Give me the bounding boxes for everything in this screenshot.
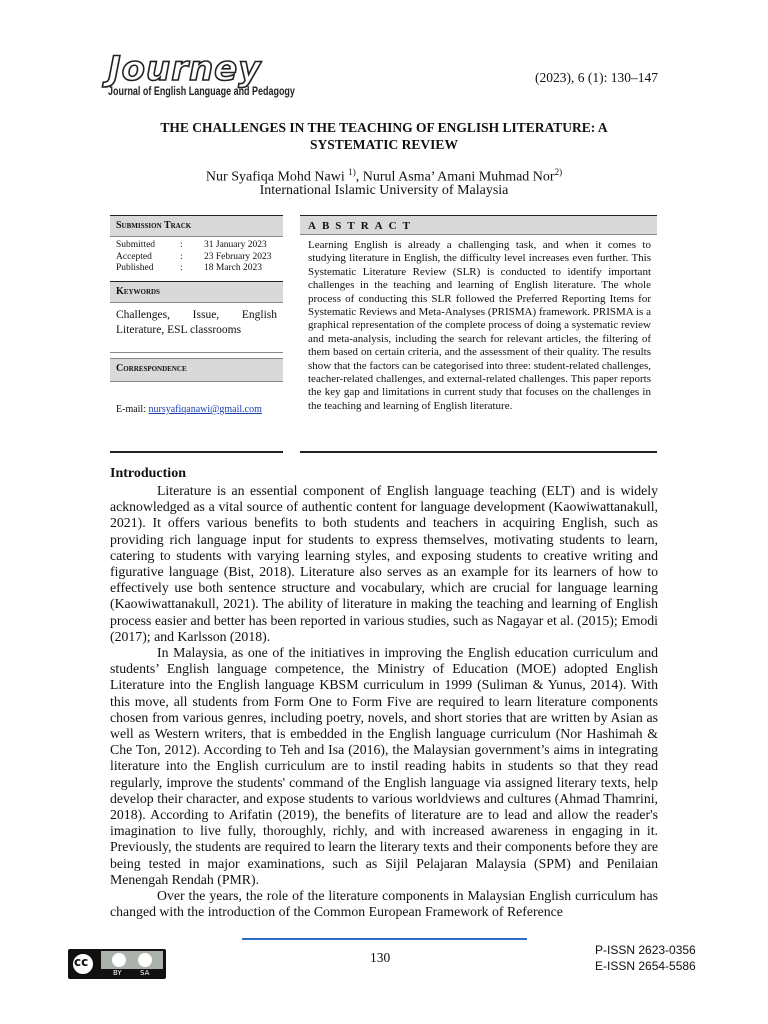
share-alike-icon bbox=[138, 953, 152, 967]
title-line-1: THE CHALLENGES IN THE TEACHING OF ENGLISH LITERATURE: A bbox=[160, 120, 608, 135]
author-separator: , bbox=[355, 169, 363, 185]
paragraph: Literature is an essential component of English language teaching (ELT) and is widely acknowledged as a vital source of authentic content for language development (Kaowiwattanakull, 2021). It offers various benefits to both students and teachers in acquiring English, such as providing rich language input for students to express themselves, motivating students to learn, catering to students with varying learning styles, and exposing students to creative writing and figurative language (Bist, 2018). Literature also serves as an example for its learners of how to effectively use both sentence structure and vocabulary, which are crucial for language learning (Kaowiwattanakull, 2021). The ability of literature in making the teaching and learning of English process easier and better has been reported in various studies, such as Nagayar et al. (2015); Emodi (2017); and Karlsson (2018). bbox=[110, 483, 658, 644]
body-text bbox=[110, 483, 658, 920]
license-by: BY bbox=[113, 969, 122, 977]
author-1: Nur Syafiqa Mohd Nawi bbox=[205, 169, 349, 185]
citation: (2023), 6 (1): 130–147 bbox=[535, 70, 658, 85]
section-heading: Introduction bbox=[110, 466, 186, 481]
email-line bbox=[116, 404, 262, 415]
abstract-text: Learning English is already a challenging task, and when it comes to studying literature in English, the difficulty level increases even further. This Systematic Literature Review (SLR) is conducted to identify important challenges in the teaching and learning of English literature. The whole process of conducting this SLR followed the Preferred Reporting Items for Systematic Reviews and Meta-Analyses (PRISMA) framework. PRISMA is a graphical representation of the complete process of doing a systematic review and meta-analysis, including the search for relevant articles, the filtering of them based on certain criteria, and the assessment of their quality. The results show that the factors can be categorised into three: student-related challenges, teacher-related challenges, and external-related challenges. This paper reports the key gap and limitations in current study that focuses on the challenges in the teaching and learning of English literature. bbox=[308, 239, 652, 412]
author-1-sup: 1) bbox=[348, 167, 356, 177]
date-value: 31 January 2023 bbox=[204, 240, 267, 250]
abstract-heading: ABSTRACT bbox=[300, 215, 657, 235]
cc-license-badge[interactable] bbox=[68, 949, 166, 979]
dates-table bbox=[110, 240, 272, 275]
affiliation: International Islamic University of Malaysia bbox=[259, 183, 509, 198]
electronic-issn: E-ISSN 2654-5586 bbox=[595, 959, 696, 973]
print-issn: P-ISSN 2623-0356 bbox=[595, 943, 696, 957]
footer-rule bbox=[242, 938, 527, 940]
keywords-heading: Keywords bbox=[110, 281, 283, 303]
keywords-box bbox=[110, 281, 283, 353]
correspondence-box bbox=[110, 358, 283, 382]
paragraph: In Malaysia, as one of the initiatives in improving the English education curriculum and students’ English language competence, the Ministry of Education (MOE) adopted English Literature into the English language KBSM curriculum in 1999 (Suliman & Yunus, 2014). With this move, all students from Form One to Form Five are required to learn literature components chosen from various genres, including poetry, novels, and short stories that are written by Asian as well as Western writers, that is embedded in the English language curriculum (Nor Hashimah & Che Ton, 2012). According to Teh and Isa (2016), the Malaysian government’s aims in integrating literature into the English curriculum are to instil reading habits in students so that they read regularly, improve the students' command of the English language via assigned literary texts, help develop their character, and expose students to various worldviews and cultures (Ahmad Thamrini, 2018). According to Arifatin (2019), the benefits of literature are to lead and allow the reader's imagination to live fully, thoroughly, richly, and with increased awareness in engaging in it. Previously, the students are required to learn the literary texts and their components before they are being tested in major examinations, such as Sijil Pelajaran Malaysia (SPM) and Penilaian Menengah Rendah (PMR). bbox=[110, 645, 658, 887]
date-sep: : bbox=[180, 263, 183, 273]
abstract-bottom-rule bbox=[300, 451, 657, 453]
date-label: Accepted bbox=[116, 251, 152, 262]
journal-logo: Journey bbox=[108, 49, 262, 89]
date-row bbox=[110, 263, 272, 275]
correspondence-heading: Correspondence bbox=[110, 358, 283, 382]
person-icon bbox=[112, 953, 126, 967]
date-row bbox=[110, 252, 272, 264]
date-value: 23 February 2023 bbox=[204, 251, 272, 262]
title-line-2: SYSTEMATIC REVIEW bbox=[310, 137, 458, 152]
date-sep: : bbox=[180, 251, 183, 262]
journal-subtitle: Journal of English Language and Pedagogy bbox=[108, 86, 295, 98]
paragraph: Over the years, the role of the literature components in Malaysian English curriculum has changed with the introduction of the Common European Framework of Reference bbox=[110, 888, 658, 920]
submission-track-heading: Submission Track bbox=[110, 215, 283, 237]
sidebar-bottom-rule bbox=[110, 451, 283, 453]
author-2: Nurul Asma’ Amani Muhmad Nor bbox=[362, 169, 555, 185]
email-link[interactable]: nursyafiqanawi@gmail.com bbox=[148, 404, 262, 415]
author-2-sup: 2) bbox=[554, 167, 563, 177]
cc-icon: cc bbox=[74, 955, 89, 969]
page-number: 130 bbox=[370, 950, 391, 965]
date-label: Submitted bbox=[116, 240, 156, 250]
date-label: Published bbox=[116, 263, 154, 273]
license-sa: SA bbox=[140, 969, 150, 977]
email-label: E-mail: bbox=[116, 404, 149, 415]
date-value: 18 March 2023 bbox=[204, 263, 263, 273]
date-row bbox=[110, 240, 272, 252]
article-title bbox=[100, 119, 668, 153]
submission-track-box bbox=[110, 215, 283, 275]
keywords-text: Challenges, Issue, English Literature, ESL classrooms bbox=[110, 308, 283, 353]
date-sep: : bbox=[180, 240, 183, 250]
